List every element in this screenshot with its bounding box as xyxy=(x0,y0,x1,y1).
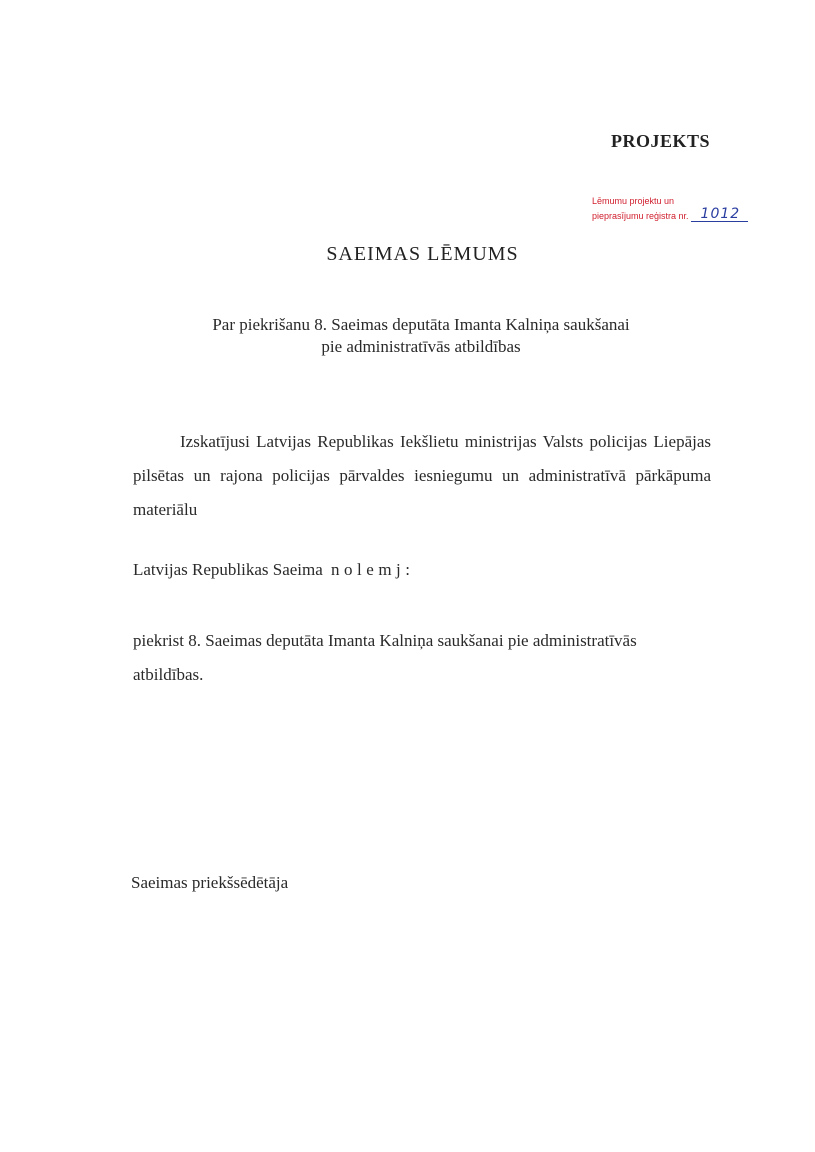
paragraph-resolution: piekrist 8. Saeimas deputāta Imanta Kalniņa saukšanai pie administratīvās atbildības. xyxy=(133,631,637,684)
registry-number: 1012 xyxy=(691,207,749,222)
document-title: SAEIMAS LĒMUMS xyxy=(326,243,519,265)
paragraph-considering: Izskatījusi Latvijas Republikas Iekšlietu ministrijas Valsts policijas Liepājas pilsētas un rajona policijas pārvaldes iesniegumu un administratīvā pārkāpuma materiālu xyxy=(133,432,711,519)
document-subject xyxy=(160,314,682,358)
signature-title: Saeimas priekšsēdētāja xyxy=(131,873,289,892)
subject-line-1: Par piekrišanu 8. Saeimas deputāta Imanta Kalniņa saukšanai xyxy=(212,315,630,334)
registry-stamp xyxy=(592,195,748,222)
stamp-line-2 xyxy=(592,207,748,222)
subject-line-2: pie administratīvās atbildības xyxy=(321,337,521,356)
paragraph-decides xyxy=(133,558,711,582)
decides-subject: Latvijas Republikas Saeima xyxy=(133,560,323,579)
decides-verb: nolemj: xyxy=(331,560,415,579)
stamp-line-1: Lēmumu projektu un xyxy=(592,196,675,206)
draft-label: PROJEKTS xyxy=(611,131,711,151)
stamp-line-2-label: pieprasījumu reģistra nr. xyxy=(592,211,689,221)
